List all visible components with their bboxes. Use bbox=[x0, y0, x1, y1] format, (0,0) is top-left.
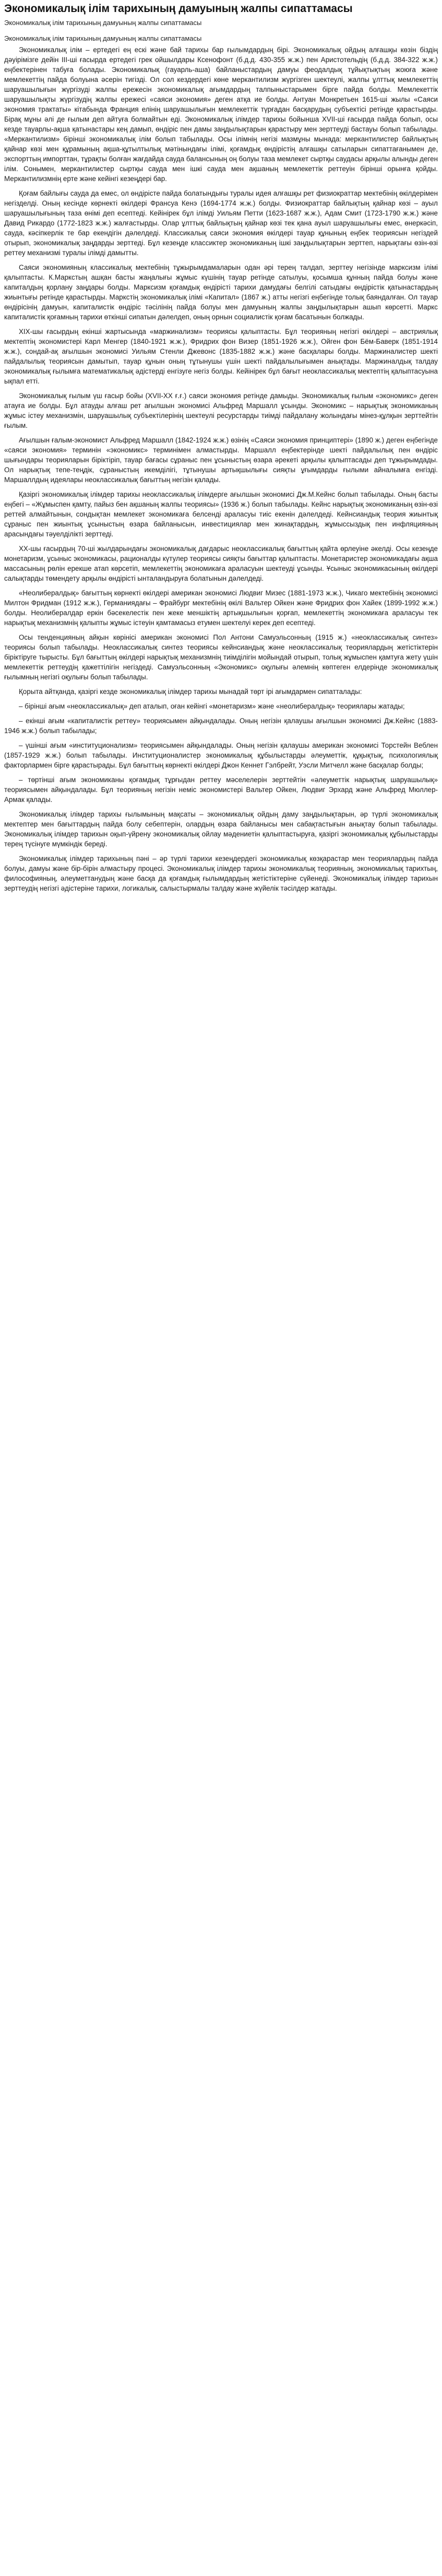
paragraph: Қазіргі экономикалық ілімдер тарихы неоклассикалық ілімдерге ағылшын экономисі Дж.М.Кейнс болып табылады. Оның басты еңбегі – «Жұмыспен қамту, пайыз бен ақшаның жалпы теориясы» (1936 ж.) болып табылады. Кейнс нарықтық экономиканың өзін-өзі реттей алмайтынын, сондықтан мемлекет экономикаға белсенді араласуы тиіс екенін дәлелдеді. Кейнсиандық теория жиынтық сұраныс пен жиынтық ұсыныстың өзара байланысын, инвестициялар мен жинақтардың, жұмыссыздық пен инфляцияның арасындағы тәуелділікті зерттеді. bbox=[4, 490, 438, 538]
paragraph: Экономикалық ғылым үш ғасыр бойы (ХVІІ-ХХ ғ.ғ.) саяси экономия ретінде дамыды. Экономикалық ғылым «экономикс» деген атауға ие болды. Бұл атауды алғаш рет ағылшын экономисі Альфред Маршалл ұсынды. Экономикс – нарықтық экономиканың жұмыс істеу механизмін, шаруашылық субъектілерінің шектеулі ресурстарды тиімді пайдалану жолындағы мінез-құлқын зерттейтін ғылым. bbox=[4, 392, 438, 429]
paragraph: Саяси экономияның классикалық мектебінің тұжырымдамаларын одан әрі терең талдап, зерттеу негізінде марксизм ілімі қалыптасты. К.Маркстың ашқан басты жаңалығы жұмыс күшінің тауар ретінде сатылуы, қосымша құнның пайда болуы және капиталдың қорлану заңдары болды. Марксизм қоғамдық өндірісті тарихи дамудағы белгілі сатыдағы өндірістік қатынастардың жиынтығы ретінде қарастырды. Маркстің экономикалық ілімі «Капитал» (1867 ж.) атты негізгі еңбегінде толық баяндалған. Ол тауар өндірісінің дамуын, капиталистік өндіріс тәсілінің пайда болуы мен дамуының жалпы заңдылықтарын ашып көрсетті. Маркс капиталистік қоғамның тарихи өткінші сипатын дәлелдеп, оның орнын социалистік қоғам басатынын болжады. bbox=[4, 263, 438, 321]
article-heading: Экономикалық ілім тарихының дамуының жалпы сипаттамасы bbox=[4, 34, 202, 42]
paragraph: Қоғам байлығы сауда да емес, ол өндірісте пайда болатындығы туралы идея алғашқы рет физиократтар мектебінің өкілдерімен негізделді. Оның кесінде көрнекті өкілдері Франсуа Кенэ (1694-1774 ж.ж.) болды. Физиократтар байлықтың қайнар көзі – ауыл шаруашылығының таза өнімі деп есептеді. Кейінірек бұл ілімді Уильям Петти (1623-1687 ж.ж.), Адам Смит (1723-1790 ж.ж.) және Давид Рикардо (1772-1823 ж.ж.) жалғастырды. Олар ұлттық байлықтың қайнар көзі тек қана ауыл шаруашылығы емес, өнеркәсіп, сауда, кәсіпкерлік те бар екендігін дәлелдеді. Классикалық саяси экономия өкілдері тауар құнының еңбек теориясын негіздей отырып, экономикалық заңдарды зерттеді. Бұл кезеңде классиктер экономиканың ішкі заңдылықтарын зерттеп, нарықтағы өзін-өзі реттеу механизмі туралы ілімді дамытты. bbox=[4, 189, 438, 257]
paragraph: – бірінші ағым «неоклассикалық» деп аталып, оған кейінгі «монетаризм» және «неолибералдық» теориялары жатады; bbox=[19, 702, 405, 710]
paragraph: «Неолибералдық» бағыттың көрнекті өкілдері американ экономисі Людвиг Мизес (1881-1973 ж.ж.), Чикаго мектебінің экономисі Милтон Фридман (1912 ж.ж.), Германиядағы – Фрайбург мектебінің өкілі Вальтер Ойкен және Фридрих фон Хайек (1899-1992 ж.ж.) болды. Неолибералдар еркін бәсекелестік пен жеке меншіктің артықшылығын қорғап, мемлекеттің экономикаға араласуы тек нарықтық механизмнің қалыпты жұмыс істеуін қамтамасыз етумен шектелуі керек деп есептеді. bbox=[4, 589, 438, 627]
paragraph: ХХ-шы ғасырдың 70-ші жылдарындағы экономикалық дағдарыс неоклассикалық бағыттың қайта өрлеуіне әкелді. Осы кезеңде монетаризм, ұсыныс экономикасы, рационалды күтулер теориясы сияқты бағыттар қалыптасты. Монетаристер экономикадағы ақша массасының рөлін ерекше атап көрсетіп, мемлекеттің экономикаға араласуын шектеуді ұсынды. Ұсыныс экономикасының өкілдері салықтарды төмендету арқылы өндірісті ынталандыруға болатынын дәлелдеді. bbox=[4, 545, 438, 582]
paragraph: ХІХ-шы ғасырдың екінші жартысында «маржинализм» теориясы қалыптасты. Бұл теорияның негізгі өкілдері – австриялық мектептің экономистері Карл Менгер (1840-1921 ж.ж.), Фридрих фон Визер (1851-1926 ж.ж.), Ойген фон Бём-Баверк (1851-1914 ж.ж.), сондай-ақ ағылшын экономисі Уильям Стенли Джевонс (1835-1882 ж.ж.) және басқалары болды. Маржиналистер шекті пайдалылық теориясын дамытып, тауар құнын оның тұтынушы үшін шекті пайдалылығымен анықтады. Маржиналдық талдау экономикалық ғылымға математикалық әдістерді енгізуге негіз болды. Кейінірек бұл бағыт неоклассикалық мектептің қалыптасуына ықпал етті. bbox=[4, 328, 438, 385]
paragraph: Ағылшын ғалым-экономист Альфред Маршалл (1842-1924 ж.ж.) өзінің «Саяси экономия принциптері» (1890 ж.) деген еңбегінде «саяси экономия» терминін «экономикс» терминімен алмастырды. Маршалл еңбектерінде шекті пайдалылық пен өндіріс шығындары теорияларын біріктіріп, тауар бағасы сұраныс пен ұсыныстың өзара әрекеті арқылы қалыптасады деп тұжырымдады. Ол нарықтық тепе-теңдік, сұраныстың икемділігі, тұтынушы артықшылығы сияқты ұғымдарды ғылыми айналымға енгізді. Маршаллдың идеялары неоклассикалық бағыттың негізін қалады. bbox=[4, 436, 438, 484]
paragraph: – төртінші ағым экономиканы қоғамдық тұрғыдан реттеу мәселелерін зерттейтін «әлеуметтік нарықтық шаруашылық» теориясымен айқындалады. Бұл теорияның негізін неміс экономистері Вальтер Ойкен, Людвиг Эрхард және Альфред Мюллер-Армак қалады. bbox=[4, 776, 438, 804]
paragraph: Осы тенденцияның айқын көрінісі американ экономисі Пол Антони Самуэльсонның (1915 ж.) «неоклассикалық синтез» теориясы болып табылады. Неоклассикалық синтез теориясы кейнсиандық және неоклассикалық теориялардың жетістіктерін біріктіруге тырысты. Бұл бағыттың өкілдері нарықтық механизмнің тиімділігін мойындай отырып, толық жұмыспен қамтуға жету үшін мемлекеттік реттеудің қажеттілігін негіздеді. Самуэльсонның «Экономикс» оқулығы әлемнің көптеген елдерінде экономикалық ғылымның негізгі оқулығы болып табылады. bbox=[4, 633, 438, 681]
breadcrumb: Экономикалық ілім тарихының дамуының жалпы сипаттамасы bbox=[4, 19, 202, 27]
page-title: Экономикалық ілім тарихының дамуының жалпы сипаттамасы bbox=[4, 3, 353, 15]
article-body bbox=[4, 45, 438, 893]
paragraph: Экономикалық ілімдер тарихы ғылымының мақсаты – экономикалық ойдың даму заңдылықтарын, әр түрлі экономикалық мектептер мен бағыттардың пайда болу себептерін, олардың өзара байланысы мен сабақтастығын анықтау болып табылады. Экономикалық ілімдер тарихын оқып-үйрену экономикалық ойлау мәдениетін қалыптастыруға, қазіргі экономикалық құбылыстарды терең түсінуге мүмкіндік береді. bbox=[4, 810, 438, 848]
paragraph: Экономикалық ілімдер тарихының пәні – әр түрлі тарихи кезеңдердегі экономикалық көзқарастар мен теориялардың пайда болуы, дамуы және бір-бірін алмастыру процесі. Экономикалық ілімдер тарихы экономикалық теорияның, экономикалық тарихтың, философияның, әлеуметтанудың және басқа да қоғамдық ғылымдардың жетістіктеріне сүйенеді. Экономикалық ілімдер тарихын зерттеудің негізгі әдістеріне тарихи, логикалық, салыстырмалы талдау және жүйелік тәсілдер жатады. bbox=[4, 855, 438, 892]
paragraph: – үшінші ағым «институционализм» теориясымен айқындалады. Оның негізін қалаушы американ экономисі Торстейн Веблен (1857-1929 ж.ж.) болып табылады. Институционалистер экономикалық құбылыстарды әлеуметтік, құқықтық, психологиялық факторлармен бірге қарастырады. Бұл бағыттың көрнекті өкілдері Джон Кеннет Гэлбрейт, Уэсли Митчелл және басқалар болды; bbox=[4, 741, 438, 769]
paragraph: Экономикалық ілім – ертедегі ең ескі және бай тарихы бар ғылымдардың бірі. Экономикалық ойдың алғашқы көзін біздің дәуірімізге дейін ІІІ-ші ғасырда ертедегі грек ойшылдары Ксенофонт (б.д.д. 430-355 ж.ж.) пен Аристотельдің (б.д.д. 384-322 ж.ж.) еңбектерінен табуға болады. Экономикалық (гауарль-аша) байланыстардың дамуы феодалдық тұйықтықтың жоюға және мемлекеттің пайда болуына әсерін тигізді. Ол сол кездердегі көне меркантилизм жүргізген шектеулі, жалпы ұлттық мемлекеттің шаруашылығын жүргізуді жалпы ережесін экономикалық ағымдардың талпыныстарымен бірге пайда болды. Мемлекеттік шаруашылықты жүргізудің жалпы ережесі «саяси экономия» деген атқа ие болды. Антуан Монкретьен 1615-ші жылы «Саяси экономия трактаты» кітабында Франция елінің шаруашылығын мемлекеттік түрғадан басқарудың субъектісі ретінде қарастырды. Бірақ мұны әлі де ғылым деп айтуға болмайтын еді. Экономикалық ілімдер тарихы бойынша ХVІІ-ші ғасырда пайда болып, осы кезде тауарлы-ақша қатынастары кең дамып, өндіріс пен дамы заңдылықтарын қарастыру мен зерттеуді бастауы болып табылады. «Меркантилизм» бірінші экономикалық ілім болып табылады. Осы ілімнің негізі мазмұны мынада: меркантилистер байлықтың қайнар көзі мен құрамының ақша-құтылтылық мәтінындағы ілімі, қоғамдық өндірістің алғашқы сатыларын сипаттағанымен де, экспорттың импорттан, тұрақты болған жағдайда сауда балансының оң болуы таза мемлекет сыртқы саудасы арқылы алынды деген ілім. Сонымен, меркантилистер сыртқы сауда мен ішкі сауда мен ақшаның мемлекеттік реттеуін бірінші орынға қойды. Меркантилизмнің ерте және кейінгі кезеңдері бар. bbox=[4, 46, 438, 183]
document-page bbox=[0, 0, 442, 893]
paragraph: – екінші ағым «капиталистік реттеу» теориясымен айқындалады. Оның негізін қалаушы ағылшын экономисі Дж.Кейнс (1883-1946 ж.ж.) болып табылады; bbox=[4, 717, 438, 735]
paragraph: Қорыта айтқанда, қазіргі кезде экономикалық ілімдер тарихы мынадай төрт ірі ағымдармен сипатталады: bbox=[19, 688, 362, 696]
